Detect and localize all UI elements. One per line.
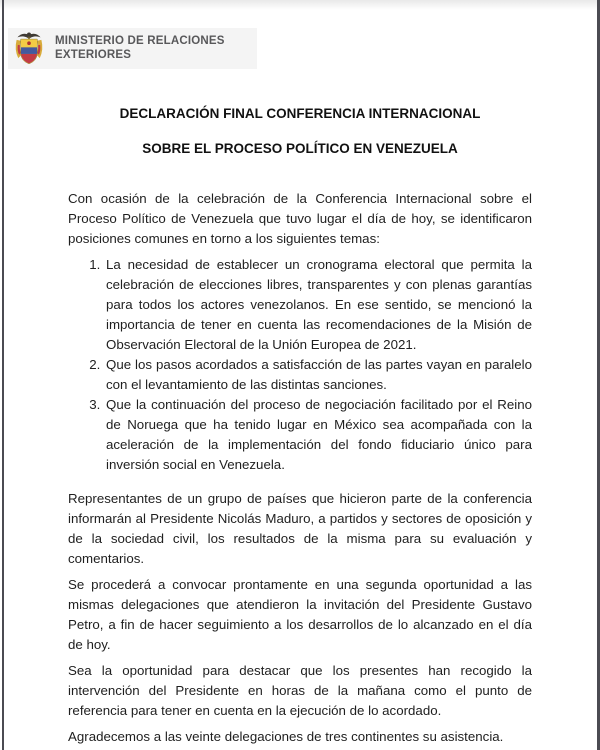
colombia-coat-of-arms-icon	[11, 30, 47, 68]
declaration-body	[68, 103, 532, 750]
document-title-line2: SOBRE EL PROCESO POLÍTICO EN VENEZUELA	[142, 141, 458, 156]
topic-item-3: 3. Que la continuación del proceso de negociación facilitado por el Reino de Noruega que ha tenido lugar en México sea acompañada con la aceleración de la implementación del fondo fiduciario único para inversión social en Venezuela.	[104, 395, 532, 475]
paragraph-representatives: Representantes de un grupo de países que hicieron parte de la conferencia informarán al Presidente Nicolás Maduro, a partidos y sectores de oposición y de la sociedad civil, los resultados de la misma para su evaluación y comentarios.	[68, 491, 532, 566]
intro-paragraph: Con ocasión de la celebración de la Conferencia Internacional sobre el Proceso Político de Venezuela que tuvo lugar el día de hoy, se identificaron posiciones comunes en torno a los siguientes temas:	[68, 191, 532, 246]
paragraph-thanks: Agradecemos a las veinte delegaciones de tres continentes su asistencia.	[68, 729, 504, 744]
document-title-line1: DECLARACIÓN FINAL CONFERENCIA INTERNACIONAL	[119, 106, 481, 121]
ministry-name-line1: MINISTERIO DE RELACIONES	[55, 35, 225, 47]
paragraph-second-convening: Se procederá a convocar prontamente en una segunda oportunidad a las mismas delegaciones que atendieron la invitación del Presidente Gustavo Petro, a fin de hacer seguimiento a los desarrollos de lo alcanzado en el día de hoy.	[68, 577, 532, 652]
topic-item-2: 2. Que los pasos acordados a satisfacción de las partes vayan en paralelo con el levantamiento de las distintas sanciones.	[104, 355, 532, 395]
topics-numbered-list	[68, 255, 532, 475]
page-left-border	[2, 0, 4, 750]
ministry-header	[8, 28, 257, 69]
topic-item-1: 1. La necesidad de establecer un cronograma electoral que permita la celebración de elecciones libres, transparentes y con plenas garantías para todos los actores venezolanos. En ese sentido, se mencionó la importancia de tener en cuenta las recomendaciones de la Misión de Observación Electoral de la Unión Europea de 2021.	[104, 255, 532, 355]
ministry-name	[55, 35, 225, 62]
ministry-name-line2: EXTERIORES	[55, 48, 132, 61]
paragraph-president-speech: Sea la oportunidad para destacar que los presentes han recogido la intervención del Presidente en horas de la mañana como el punto de referencia para tener en cuenta en la ejecución de lo acordado.	[68, 663, 532, 718]
page-top-shadow	[0, 0, 600, 10]
